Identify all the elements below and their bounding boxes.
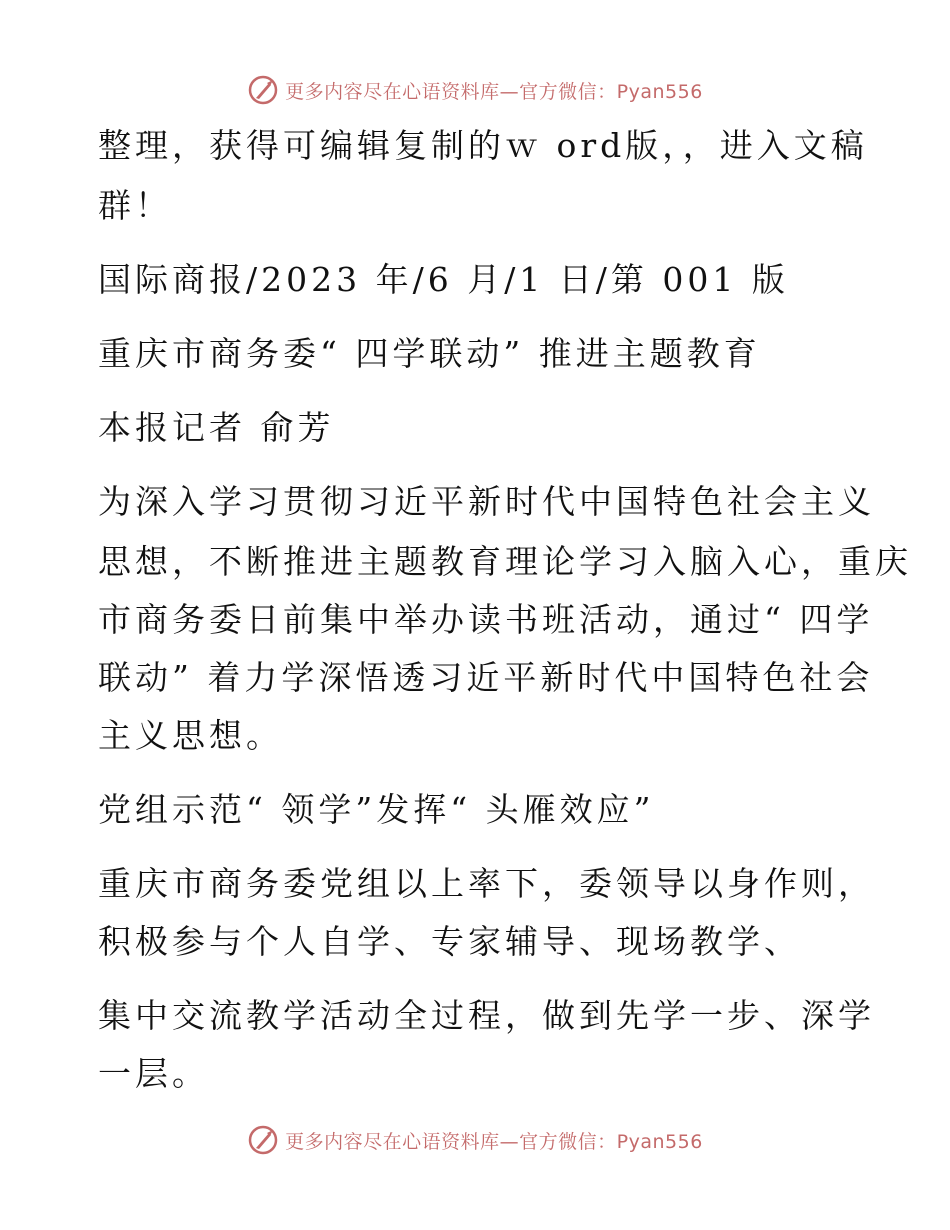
publication-info: 国际商报/2023 年/6 月/1 日/第 001 版 bbox=[98, 260, 789, 299]
article-byline: 本报记者 俞芳 bbox=[98, 408, 335, 447]
body-line: 群！ bbox=[98, 186, 172, 225]
body-line: 整理，获得可编辑复制的ｗ ord版，，进入文稿 bbox=[98, 126, 868, 165]
body-line: 集中交流教学活动全过程，做到先学一步、深学 bbox=[98, 996, 875, 1035]
body-line: 一层。 bbox=[98, 1054, 209, 1093]
body-line: 积极参与个人自学、专家辅导、现场教学、 bbox=[98, 922, 801, 961]
footer-promo-text: 更多内容尽在心语资料库—官方微信：Pyan556 bbox=[285, 1130, 703, 1153]
footer-promo-banner bbox=[0, 1120, 950, 1160]
body-line: 为深入学习贯彻习近平新时代中国特色社会主义 bbox=[98, 482, 875, 521]
body-line: 重庆市商务委党组以上率下，委领导以身作则， bbox=[98, 864, 875, 903]
header-promo-text: 更多内容尽在心语资料库—官方微信：Pyan556 bbox=[285, 80, 703, 103]
article-title: 重庆市商务委“ 四学联动” 推进主题教育 bbox=[98, 334, 761, 373]
quill-logo-icon bbox=[247, 74, 279, 106]
body-line: 主义思想。 bbox=[98, 716, 283, 755]
body-line: 市商务委日前集中举办读书班活动，通过“ 四学 bbox=[98, 600, 874, 639]
quill-logo-icon bbox=[247, 1124, 279, 1156]
body-line: 思想，不断推进主题教育理论学习入脑入心，重庆 bbox=[98, 542, 912, 581]
header-promo-banner bbox=[0, 70, 950, 110]
section-heading: 党组示范“ 领学”发挥“ 头雁效应” bbox=[98, 790, 655, 829]
body-line: 联动” 着力学深悟透习近平新时代中国特色社会 bbox=[98, 658, 874, 697]
